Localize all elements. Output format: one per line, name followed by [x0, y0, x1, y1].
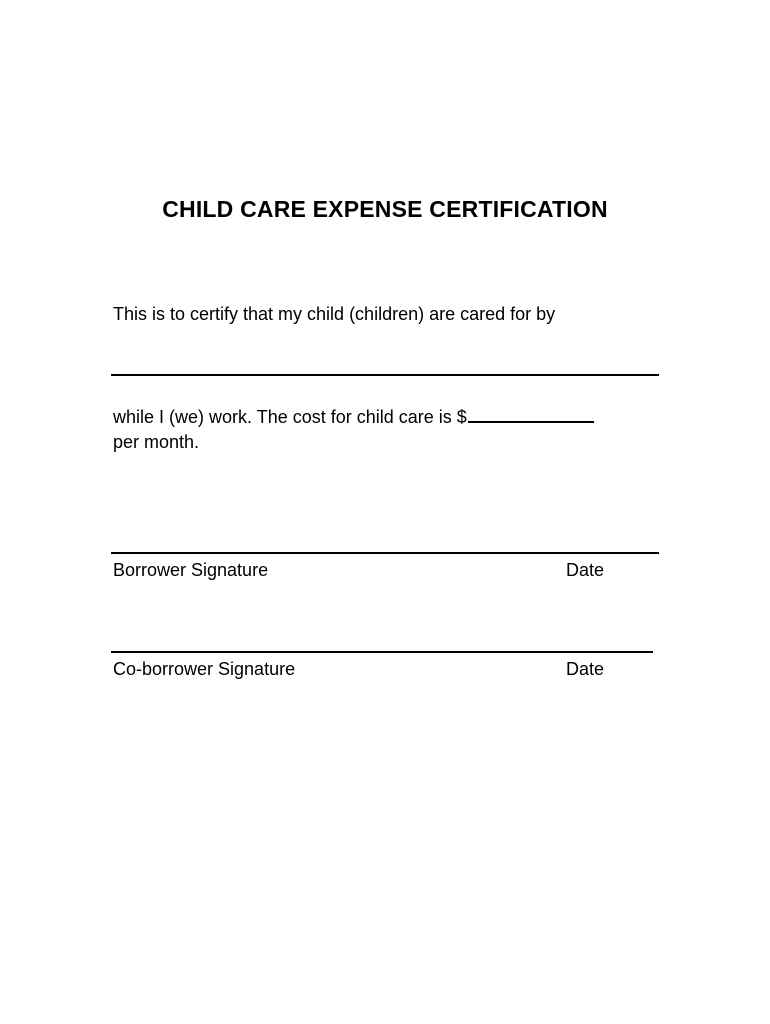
coborrower-date-label: Date	[566, 659, 605, 679]
document-title: CHILD CARE EXPENSE CERTIFICATION	[162, 196, 608, 222]
borrower-date-label: Date	[566, 560, 605, 580]
certify-statement: This is to certify that my child (children) are cared for by	[113, 304, 556, 324]
coborrower-signature-label: Co-borrower Signature	[113, 659, 296, 679]
per-month-text: per month.	[113, 432, 200, 452]
cost-statement-text: while I (we) work. The cost for child care is $	[113, 407, 467, 427]
borrower-signature-line[interactable]	[111, 552, 659, 554]
monthly-cost-blank[interactable]	[468, 405, 594, 423]
cost-statement	[113, 405, 594, 429]
caregiver-name-line[interactable]	[111, 374, 659, 376]
coborrower-signature-line[interactable]	[111, 651, 653, 653]
borrower-signature-label: Borrower Signature	[113, 560, 269, 580]
